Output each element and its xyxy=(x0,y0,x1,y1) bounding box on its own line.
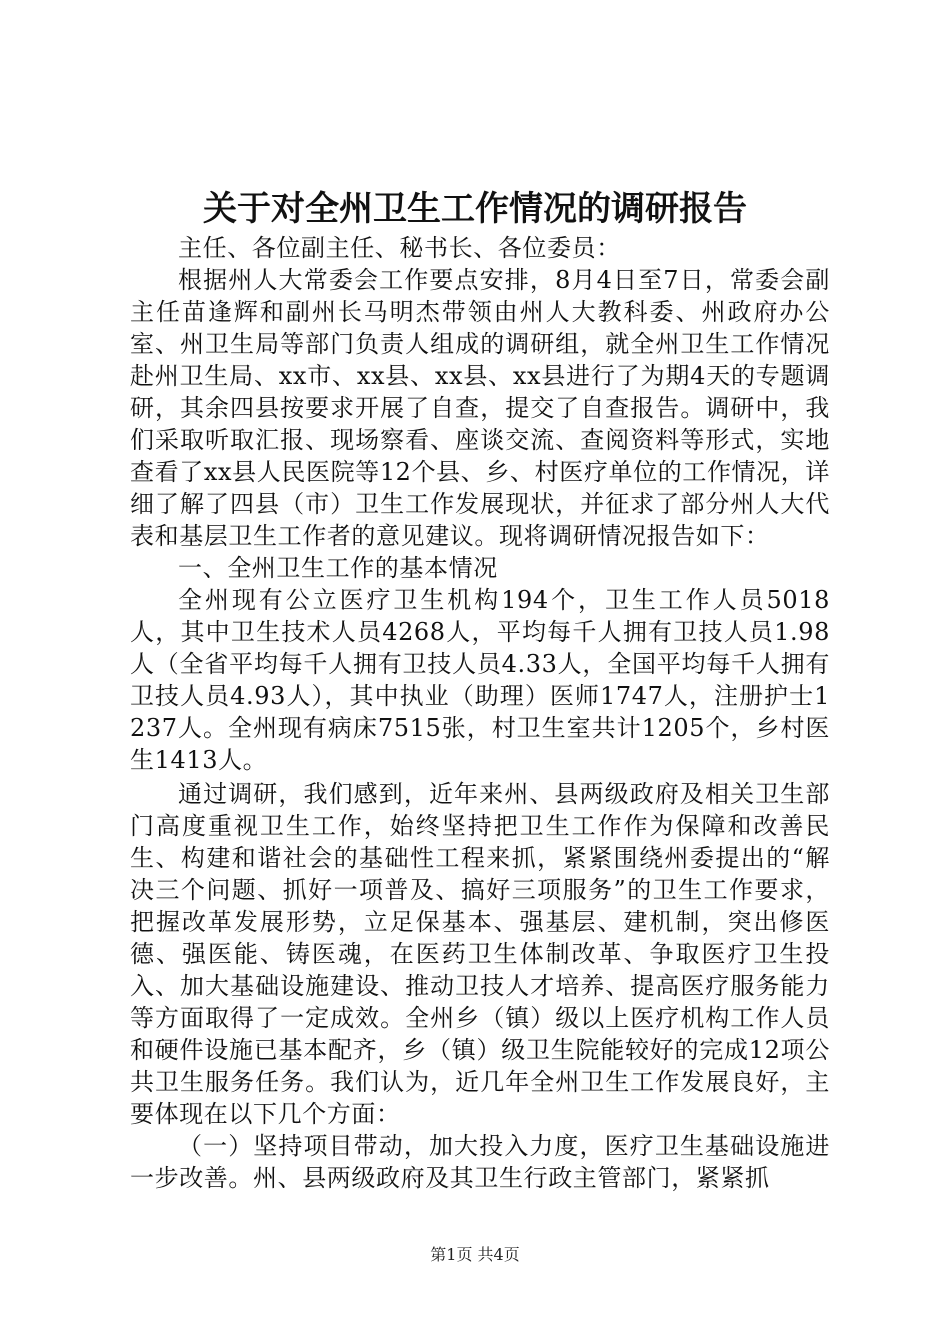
page-footer: 第1页 共4页 xyxy=(430,1245,520,1264)
findings-paragraph: 通过调研，我们感到，近年来州、县两级政府及相关卫生部门高度重视卫生工作，始终坚持把卫生工作作为保障和改善民生、构建和谐社会的基础性工程来抓，紧紧围绕州委提出的“解决三个问题、抓好一项普及、搞好三项服务”的卫生工作要求，把握改革发展形势，立足保基本、强基层、建机制，突出修医德、强医能、铸医魂，在医药卫生体制改革、争取医疗卫生投入、加大基础设施建设、推动卫技人才培养、提高医疗服务能力等方面取得了一定成效。全州乡（镇）级以上医疗机构工作人员和硬件设施已基本配齐，乡（镇）级卫生院能较好的完成12项公共卫生服务任务。我们认为，近几年全州卫生工作发展良好，主要体现在以下几个方面： xyxy=(130,780,830,1128)
intro-paragraph: 根据州人大常委会工作要点安排，8月4日至7日，常委会副主任苗逢辉和副州长马明杰带领由州人大教科委、州政府办公室、州卫生局等部门负责人组成的调研组，就全州卫生工作情况赴州卫生局、xx市、xx县、xx县、xx县进行了为期4天的专题调研，其余四县按要求开展了自查，提交了自查报告。调研中，我们采取听取汇报、现场察看、座谈交流、查阅资料等形式，实地查看了xx县人民医院等12个县、乡、村医疗单位的工作情况，详细了解了四县（市）卫生工作发展现状，并征求了部分州人大代表和基层卫生工作者的意见建议。现将调研情况报告如下： xyxy=(130,266,830,550)
document-body xyxy=(130,232,830,1194)
document-title: 关于对全州卫生工作情况的调研报告 xyxy=(203,189,747,229)
statistics-paragraph: 全州现有公立医疗卫生机构194个，卫生工作人员5018人，其中卫生技术人员4268人，平均每千人拥有卫技人员1.98人（全省平均每千人拥有卫技人员4.33人，全国平均每千人拥有卫技人员4.93人），其中执业（助理）医师1747人，注册护士1237人。全州现有病床7515张，村卫生室共计1205个，乡村医生1413人。 xyxy=(130,586,830,774)
section-heading-1: 一、全州卫生工作的基本情况 xyxy=(178,554,498,582)
subsection-paragraph-1: （一）坚持项目带动，加大投入力度，医疗卫生基础设施进一步改善。州、县两级政府及其卫生行政主管部门，紧紧抓 xyxy=(130,1132,830,1192)
salutation-paragraph: 主任、各位副主任、秘书长、各位委员： xyxy=(178,234,621,262)
